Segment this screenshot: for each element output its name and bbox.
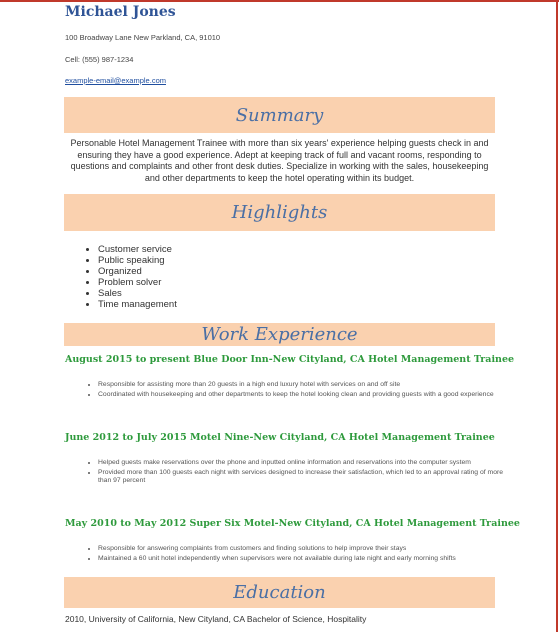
highlights-heading: Highlights [231, 202, 328, 223]
job-title: May 2010 to May 2012 Super Six Motel-New Cityland, CA Hotel Management Trainee [65, 518, 520, 529]
work-heading-band [64, 323, 495, 346]
address: 100 Broadway Lane New Parkland, CA, 91010 [65, 33, 221, 42]
list-item: • Maintained a 60 unit hotel independently when supervisors were not available during late night and early morning shifts [98, 555, 513, 564]
list-item: • Responsible for answering complaints from customers and finding solutions to help improve their stays [98, 545, 513, 554]
list-item: • Coordinated with housekeeping and other departments to keep the hotel looking clean and providing guests with a good experience [98, 391, 513, 400]
job-title: August 2015 to present Blue Door Inn-New Cityland, CA Hotel Management Trainee [65, 354, 515, 365]
highlights-list [80, 244, 177, 310]
window-border-right [556, 0, 558, 632]
job-title: June 2012 to July 2015 Motel Nine-New Cityland, CA Hotel Management Trainee [65, 432, 495, 443]
list-item: • Problem solver [98, 277, 177, 288]
summary-text: Personable Hotel Management Trainee with more than six years' experience helping guests check in and ensuring they have a good experience. Adept at keeping track of full and vacant rooms, responding to questions and complaints and other front desk duties. Specialize in working with the sales, housekeeping and other departments to keep the hotel operating within its budget. [70, 138, 489, 183]
candidate-name: Michael Jones [65, 4, 176, 20]
work-heading: Work Experience [201, 324, 358, 345]
job-bullets [80, 459, 513, 487]
list-item: • Customer service [98, 244, 177, 255]
phone: Cell: (555) 987-1234 [65, 55, 134, 64]
list-item: • Helped guests make reservations over the phone and inputted online information and reservations into the computer system [98, 459, 513, 468]
list-item: • Sales [98, 288, 177, 299]
list-item: • Responsible for assisting more than 20 guests in a high end luxury hotel with services on and off site [98, 381, 513, 390]
education-heading-band [64, 577, 495, 608]
education-text: 2010, University of California, New Cityland, CA Bachelor of Science, Hospitality [65, 614, 367, 624]
job-bullets [80, 545, 513, 564]
list-item: • Organized [98, 266, 177, 277]
highlights-heading-band [64, 194, 495, 231]
summary-heading: Summary [235, 104, 324, 126]
email-link[interactable]: example-email@example.com [65, 76, 166, 85]
list-item: • Provided more than 100 guests each night with services designed to increase their satisfaction, which led to an approval rating of more than 97 percent [98, 469, 513, 486]
list-item: • Public speaking [98, 255, 177, 266]
job-bullets [80, 381, 513, 400]
summary-heading-band [64, 97, 495, 133]
education-heading: Education [233, 582, 326, 603]
window-border-top [0, 0, 559, 2]
list-item: • Time management [98, 299, 177, 310]
